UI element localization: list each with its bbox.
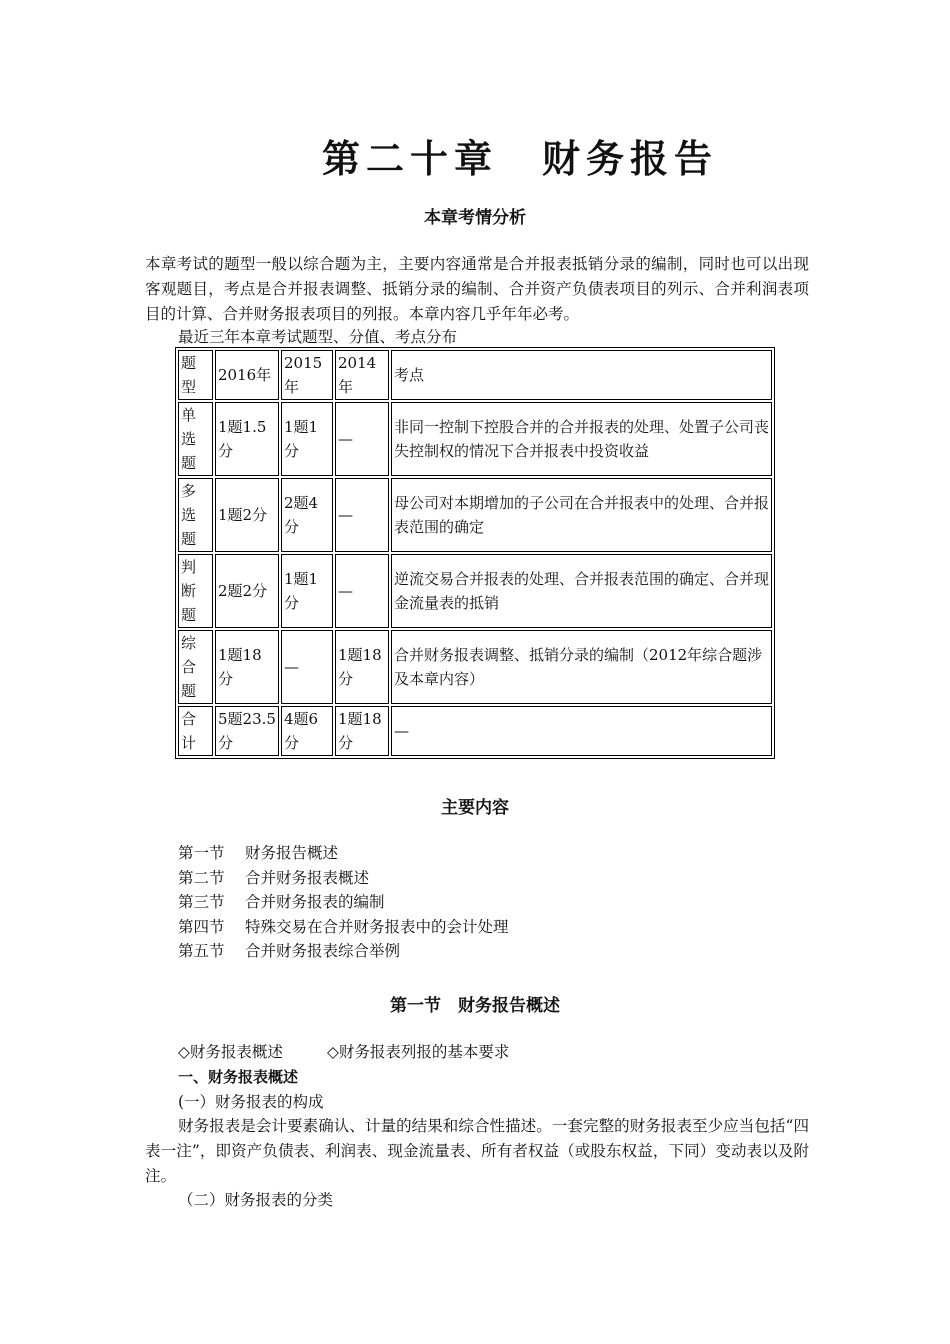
- table-cell: 1题18分: [335, 630, 389, 704]
- analysis-heading: 本章考情分析: [424, 208, 526, 228]
- section-title: 合并财务报表综合举例: [245, 942, 401, 960]
- table-cell: 2题2分: [215, 554, 279, 628]
- section-number: 第一节: [178, 844, 225, 862]
- table-cell: 母公司对本期增加的子公司在合并报表中的处理、合并报表范围的确定: [391, 478, 772, 552]
- section-title: 财务报告概述: [245, 844, 339, 862]
- header-cell: 2014年: [335, 350, 389, 400]
- table-cell: 1题18分: [215, 630, 279, 704]
- table-cell: —: [335, 402, 389, 476]
- table-cell: 4题6分: [281, 706, 333, 756]
- section-number: 第二节: [178, 868, 225, 887]
- table-cell: 合计: [178, 706, 213, 756]
- table-cell: —: [335, 554, 389, 628]
- table-cell: 1题1.5分: [215, 402, 279, 476]
- subheading-composition: (一）财务报表的构成: [178, 1093, 324, 1111]
- table-cell: 非同一控制下控股合并的合并报表的处理、处置子公司丧失控制权的情况下合并报表中投资收益: [391, 402, 772, 476]
- table-cell: 5题23.5分: [215, 706, 279, 756]
- table-cell: 逆流交易合并报表的处理、合并报表范围的确定、合并现金流量表的抵销: [391, 554, 772, 628]
- table-row: [178, 402, 772, 476]
- table-cell: 1题1分: [281, 554, 333, 628]
- table-cell: 综合题: [178, 630, 213, 704]
- table-cell: 合并财务报表调整、抵销分录的编制（2012年综合题涉及本章内容）: [391, 630, 772, 704]
- table-row: [178, 630, 772, 704]
- section-title: 合并财务报表概述: [245, 868, 370, 887]
- section-number: 第三节: [178, 893, 225, 911]
- table-cell: 1题1分: [281, 402, 333, 476]
- bullet-presentation-requirements: ◇财务报表列报的基本要求: [327, 1043, 510, 1061]
- section-title: 合并财务报表的编制: [245, 893, 385, 911]
- main-content-heading: 主要内容: [441, 798, 509, 818]
- section-number: 第四节: [178, 917, 225, 936]
- body-paragraph: 财务报表是会计要素确认、计量的结果和综合性描述。一套完整的财务报表至少应当包括“四表一注”，即资产负债表、利润表、现金流量表、所有者权益（或股东权益，下同）变动表以及附注。: [145, 1117, 809, 1185]
- chapter-title: 第二十章 财务报告: [321, 137, 718, 181]
- table-cell: —: [335, 478, 389, 552]
- section-list: [178, 841, 509, 964]
- section-title: 特殊交易在合并财务报表中的会计处理: [245, 917, 509, 936]
- table-row: [178, 478, 772, 552]
- list-item: [178, 841, 509, 866]
- table-row: [178, 554, 772, 628]
- table-cell: 1题18分: [335, 706, 389, 756]
- table-total-row: [178, 706, 772, 756]
- header-cell: 考点: [391, 350, 772, 400]
- header-cell: 题型: [178, 350, 213, 400]
- exam-distribution-table: [175, 347, 775, 759]
- table-cell: —: [391, 706, 772, 756]
- section-number: 第五节: [178, 942, 225, 960]
- subheading-overview: 一、财务报表概述: [178, 1068, 299, 1086]
- bullet-financial-statements-overview: ◇财务报表概述: [178, 1043, 283, 1061]
- table-cell: —: [281, 630, 333, 704]
- list-item: [178, 890, 509, 915]
- list-item: [178, 939, 509, 964]
- header-cell: 2016年: [215, 350, 279, 400]
- table-cell: 1题2分: [215, 478, 279, 552]
- table-caption: 最近三年本章考试题型、分值、考点分布: [178, 328, 458, 346]
- intro-paragraph: 本章考试的题型一般以综合题为主，主要内容通常是合并报表抵销分录的编制，同时也可以出现客观题目，考点是合并报表调整、抵销分录的编制、合并资产负债表项目的列示、合并利润表项目的计算、合并财务报表项目的列报。本章内容几乎年年必考。: [145, 255, 809, 323]
- table-cell: 单选题: [178, 402, 213, 476]
- list-item: [178, 866, 509, 891]
- table-header-row: [178, 350, 772, 400]
- subheading-classification: （二）财务报表的分类: [178, 1191, 334, 1209]
- section1-heading: 第一节 财务报告概述: [390, 996, 560, 1016]
- table-cell: 2题4分: [281, 478, 333, 552]
- list-item: [178, 915, 509, 940]
- table-cell: 判断题: [178, 554, 213, 628]
- header-cell: 2015年: [281, 350, 333, 400]
- table-cell: 多选题: [178, 478, 213, 552]
